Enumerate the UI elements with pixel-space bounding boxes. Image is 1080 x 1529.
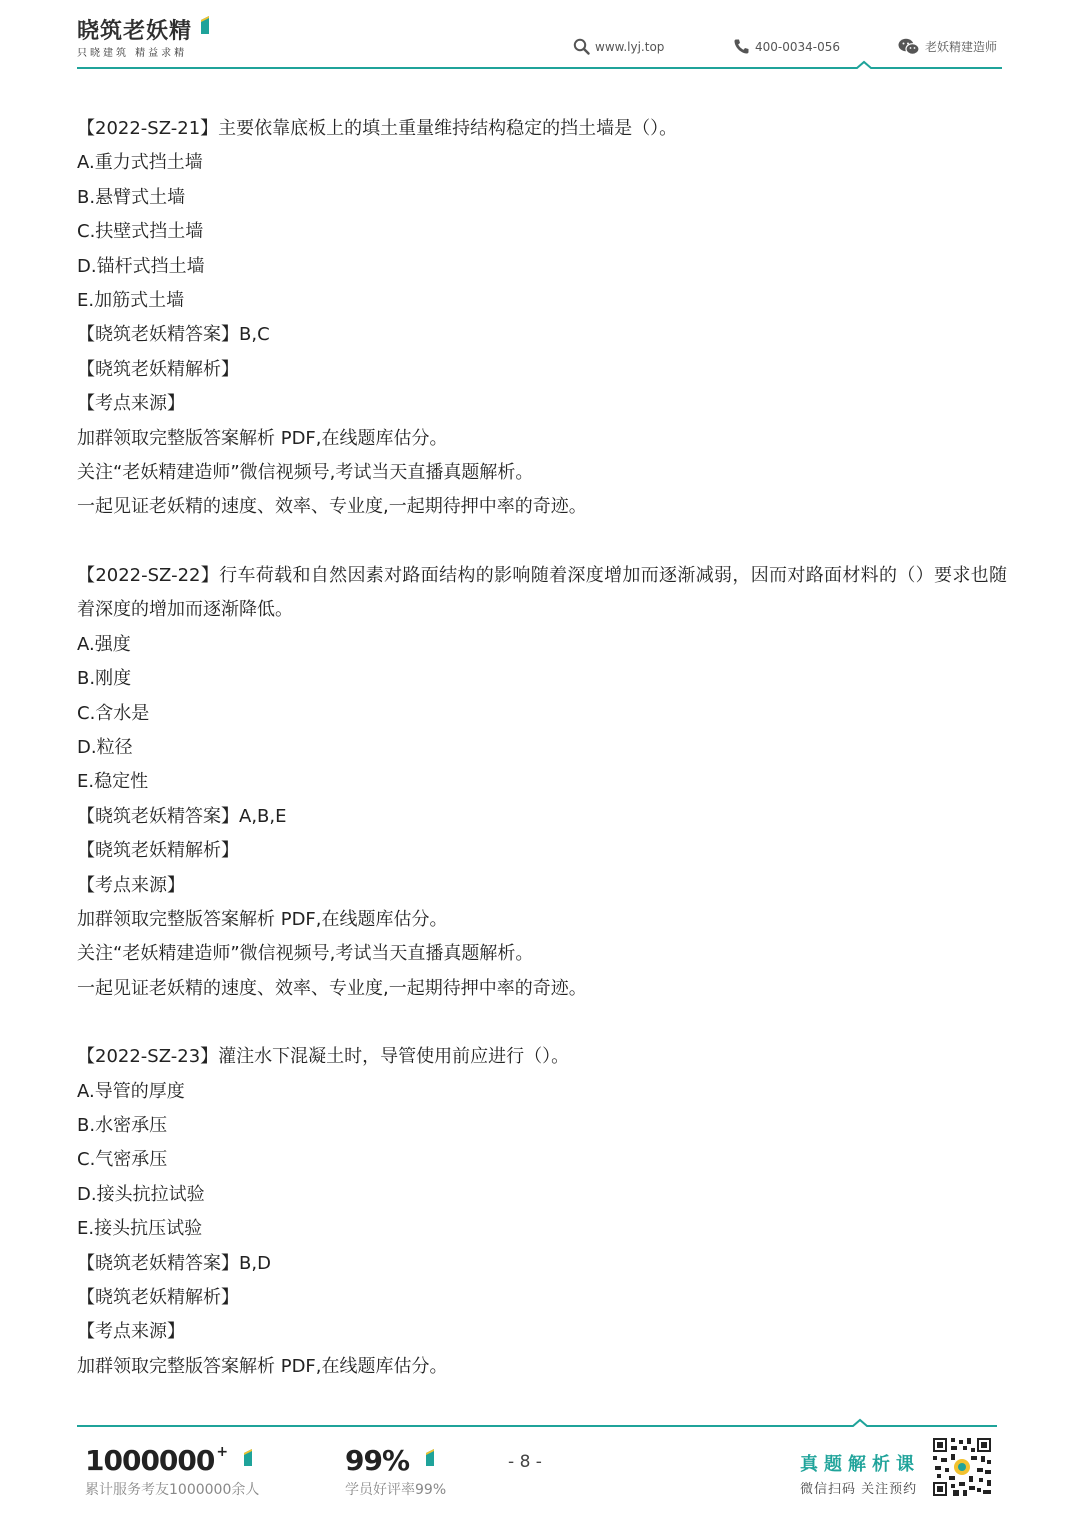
- wechat-icon: [898, 38, 920, 55]
- spacer: [77, 525, 1007, 559]
- stat-rating-label: 学员好评率99%: [345, 1482, 447, 1498]
- note-line: 一起见证老妖精的速度、效率、专业度,一起期待押中率的奇迹。: [77, 977, 587, 999]
- question-text: 【2022-SZ-22】行车荷载和自然因素对路面结构的影响随着深度增加而逐渐减弱，因而对路面材料的（）要求也随着深度的增加而逐渐降低。: [77, 564, 1007, 621]
- search-icon: [573, 38, 590, 55]
- option-b: B.悬臂式土墙: [77, 186, 186, 208]
- stat-rating-value: 99%: [345, 1444, 410, 1477]
- stat-users-label: 累计服务考友1000000余人: [85, 1482, 260, 1498]
- option-e: E.稳定性: [77, 771, 149, 793]
- note-line: 关注“老妖精建造师”微信视频号,考试当天直播真题解析。: [77, 943, 534, 965]
- option-d: D.接头抗拉试验: [77, 1183, 205, 1205]
- option-e: E.加筋式土墙: [77, 290, 185, 312]
- answer-line: 【晓筑老妖精答案】B,D: [77, 1252, 271, 1274]
- stat-users: [85, 1444, 259, 1499]
- document-body: [77, 112, 1007, 1384]
- page-number: - 8 -: [508, 1452, 542, 1472]
- logo-mark-icon: [197, 12, 213, 34]
- brand-mark-icon: [423, 1446, 437, 1466]
- stat-rating-number: [345, 1444, 446, 1477]
- option-d: D.粒径: [77, 736, 133, 758]
- spacer: [77, 1006, 1007, 1040]
- course-title: 真题解析课: [800, 1454, 920, 1475]
- page-header: [0, 0, 1080, 80]
- course-subtitle: 微信扫码 关注预约: [800, 1482, 918, 1497]
- qr-code-icon[interactable]: [933, 1438, 991, 1496]
- website-link[interactable]: [573, 38, 664, 55]
- option-d: D.锚杆式挡土墙: [77, 255, 205, 277]
- option-c: C.扶壁式挡土墙: [77, 221, 204, 243]
- logo-tagline: 只晓建筑 精益求精: [77, 48, 188, 59]
- question-text: 【2022-SZ-21】主要依靠底板上的填土重量维持结构稳定的挡土墙是（）。: [77, 118, 678, 139]
- website-text: www.lyj.top: [595, 39, 665, 54]
- option-c: C.含水是: [77, 702, 150, 724]
- question-block-3: [77, 1040, 1007, 1384]
- option-c: C.气密承压: [77, 1149, 168, 1171]
- note-line: 一起见证老妖精的速度、效率、专业度,一起期待押中率的奇迹。: [77, 496, 587, 518]
- stat-rating: [345, 1444, 446, 1499]
- source-line: 【考点来源】: [77, 393, 185, 415]
- wechat-link[interactable]: [898, 38, 997, 55]
- brand-mark-icon: [241, 1446, 255, 1466]
- question-block-1: [77, 112, 1007, 525]
- brand-logo[interactable]: [77, 12, 217, 60]
- option-a: A.重力式挡土墙: [77, 152, 203, 174]
- note-line: 加群领取完整版答案解析 PDF,在线题库估分。: [77, 1355, 448, 1377]
- stat-users-suffix: +: [216, 1444, 228, 1460]
- option-b: B.水密承压: [77, 1114, 168, 1136]
- note-line: 关注“老妖精建造师”微信视频号,考试当天直播真题解析。: [77, 462, 534, 484]
- phone-text: 400-0034-056: [755, 39, 841, 54]
- source-line: 【考点来源】: [77, 874, 185, 896]
- phone-icon: [733, 38, 750, 55]
- option-e: E.接头抗压试验: [77, 1218, 203, 1240]
- page-footer: [0, 1410, 1080, 1529]
- option-a: A.强度: [77, 633, 131, 655]
- note-line: 加群领取完整版答案解析 PDF,在线题库估分。: [77, 908, 448, 930]
- course-promo[interactable]: [800, 1450, 920, 1497]
- note-line: 加群领取完整版答案解析 PDF,在线题库估分。: [77, 427, 448, 449]
- answer-line: 【晓筑老妖精答案】A,B,E: [77, 805, 287, 827]
- footer-divider: [77, 1418, 997, 1430]
- question-block-2: [77, 559, 1007, 1006]
- header-divider: [77, 60, 1002, 72]
- wechat-text: 老妖精建造师: [925, 40, 998, 54]
- logo-title: 晓筑老妖精: [77, 19, 193, 44]
- source-line: 【考点来源】: [77, 1321, 185, 1343]
- phone-link[interactable]: [733, 38, 840, 55]
- stat-users-number: [85, 1444, 259, 1477]
- option-a: A.导管的厚度: [77, 1080, 185, 1102]
- answer-line: 【晓筑老妖精答案】B,C: [77, 324, 270, 346]
- analysis-line: 【晓筑老妖精解析】: [77, 358, 239, 380]
- stat-users-value: 1000000: [85, 1444, 215, 1477]
- analysis-line: 【晓筑老妖精解析】: [77, 1287, 239, 1308]
- question-text: 【2022-SZ-23】灌注水下混凝土时，导管使用前应进行（）。: [77, 1046, 570, 1068]
- analysis-line: 【晓筑老妖精解析】: [77, 840, 239, 862]
- option-b: B.刚度: [77, 668, 132, 690]
